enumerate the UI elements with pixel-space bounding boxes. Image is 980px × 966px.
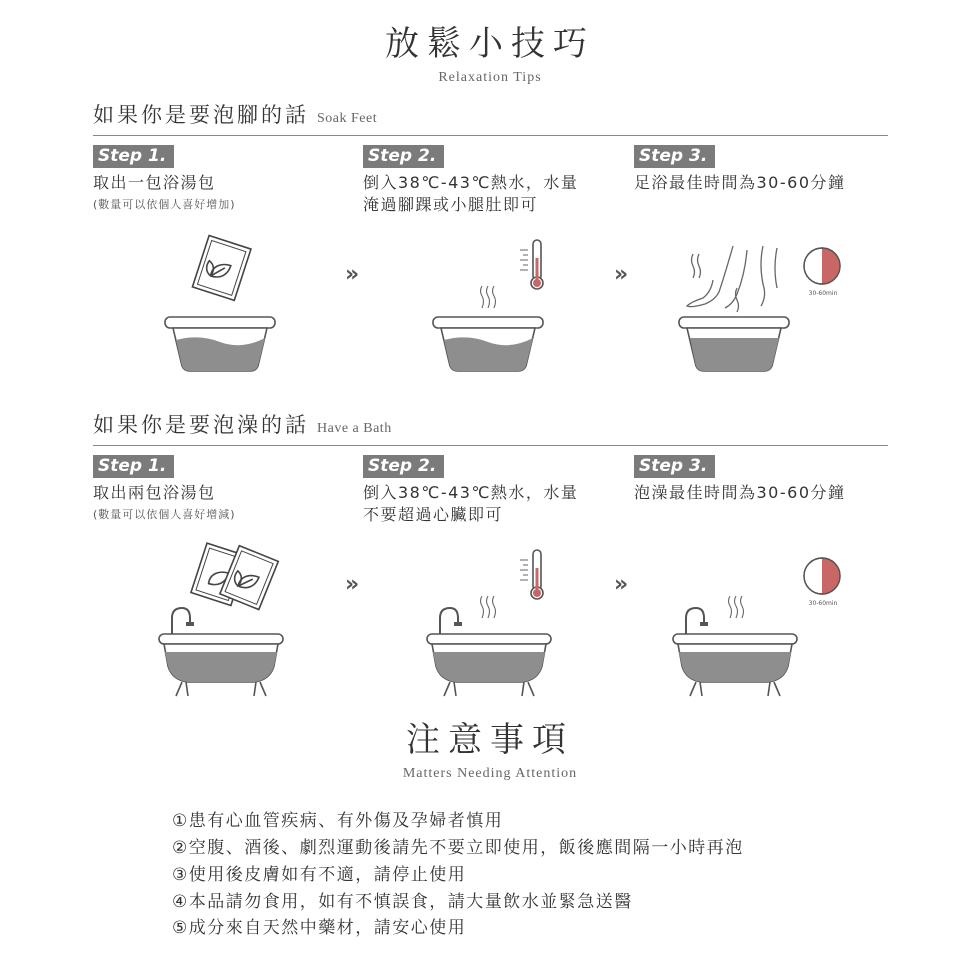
timer-label: 30-60min (808, 290, 838, 297)
arrow-icon: ›› (345, 262, 356, 287)
arrow-icon: ›› (345, 572, 356, 597)
step-text: 淹過腳踝或小腿肚即可 (363, 195, 539, 214)
bath-pack-icon (192, 235, 252, 300)
step-badge: Step 3. (634, 455, 715, 478)
step-badge: Step 1. (93, 455, 174, 478)
step-text: 倒入38℃-43℃熱水，水量 (363, 173, 579, 192)
page-subtitle: Relaxation Tips (438, 70, 542, 85)
step-badge: Step 1. (93, 145, 174, 168)
thermometer-icon (518, 548, 552, 602)
attention-item: ①患有心血管疾病、有外傷及孕婦者慎用 (172, 811, 504, 831)
step-badge: Step 2. (363, 145, 444, 168)
section-have-bath-header (93, 409, 888, 446)
arrow-icon: ›› (614, 572, 625, 597)
timer-icon (802, 246, 842, 286)
timer-icon (802, 556, 842, 596)
bathtub-icon (426, 604, 552, 698)
section-title-en: Have a Bath (317, 421, 392, 436)
attention-subtitle: Matters Needing Attention (402, 766, 578, 781)
step-3 (634, 146, 846, 194)
step-1 (93, 456, 236, 522)
step-badge: Step 3. (634, 145, 715, 168)
step-2 (363, 456, 578, 526)
arrow-icon: ›› (614, 262, 625, 287)
step-text: 泡澡最佳時間為30-60分鐘 (634, 483, 846, 502)
attention-item: ④本品請勿食用，如有不慎誤食，請大量飲水並緊急送醫 (172, 892, 633, 912)
step-3 (634, 456, 846, 504)
bathtub-icon (158, 604, 284, 698)
basin-icon (164, 316, 276, 372)
attention-title: 注意事項 (406, 720, 574, 760)
bathtub-icon (672, 604, 798, 698)
timer-label: 30-60min (808, 600, 838, 607)
step-text: 不要超過心臟即可 (363, 505, 504, 524)
basin-icon (432, 316, 544, 372)
step-text: 取出一包浴湯包 (93, 173, 216, 192)
thermometer-icon (518, 238, 552, 292)
section-title: 如果你是要泡腳的話 (93, 103, 309, 127)
step-text: 足浴最佳時間為30-60分鐘 (634, 173, 846, 192)
basin-icon (678, 316, 790, 372)
section-title-en: Soak Feet (317, 111, 378, 126)
section-title: 如果你是要泡澡的話 (93, 413, 309, 437)
step-2 (363, 146, 578, 216)
step-text: 倒入38℃-43℃熱水，水量 (363, 483, 579, 502)
attention-item: ②空腹、酒後、劇烈運動後請先不要立即使用，飯後應間隔一小時再泡 (172, 838, 744, 858)
step-badge: Step 2. (363, 455, 444, 478)
feet-icon (685, 244, 785, 324)
step-note: (數量可以依個人喜好增減) (93, 508, 236, 521)
page-title: 放鬆小技巧 (385, 24, 595, 64)
attention-item: ⑤成分來自天然中藥材，請安心使用 (172, 918, 467, 938)
bath-pack-icon (188, 540, 288, 612)
section-soak-feet-header (93, 99, 888, 136)
steam-icon (478, 284, 498, 310)
step-note: (數量可以依個人喜好增加) (93, 198, 236, 211)
step-text: 取出兩包浴湯包 (93, 483, 216, 502)
step-1 (93, 146, 236, 212)
attention-item: ③使用後皮膚如有不適，請停止使用 (172, 865, 467, 885)
